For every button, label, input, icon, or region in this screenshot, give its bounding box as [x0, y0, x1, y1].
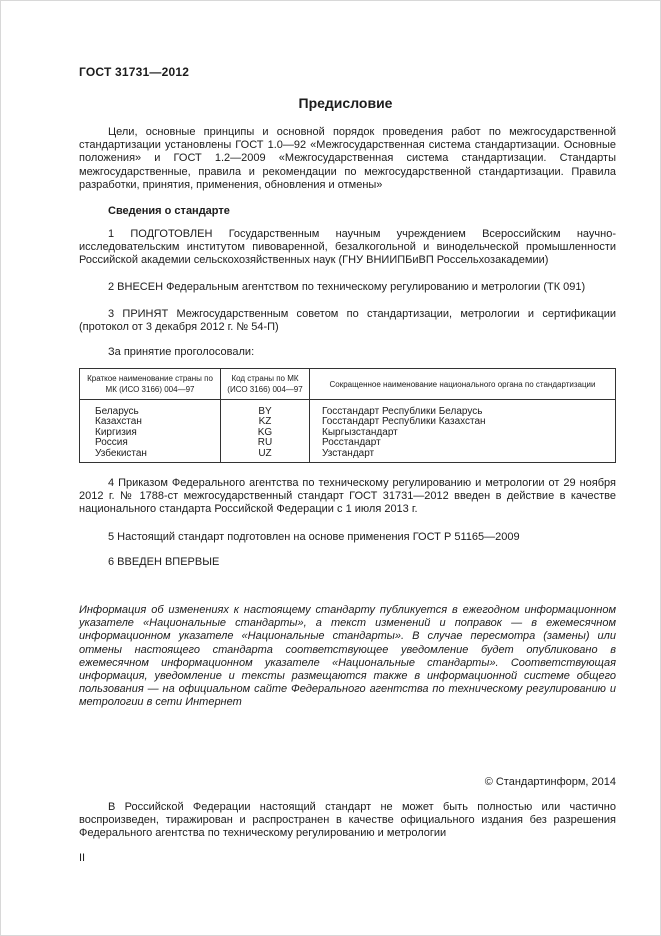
- body-cell: Госстандарт Республики Казахстан: [310, 417, 616, 427]
- info-notice-text: Информация об изменениях к настоящему стандарту публикуется в ежегодном информационном указателе «Национальные стандарты», а текст изменений и поправок — в ежемесячном информационном указателе «Национальные стандарты». В случае пересмотра (замены) или отмены настоящего стандарта соответствующее уведомление будет опубликовано в ежемесячном информационном указателе «Национальные стандарты». Соответствующая информация, уведомление и тексты размещаются также в информационной системе общего пользования — на официальном сайте Федерального агентства по техническому регулированию и метрологии в сети Интернет: [79, 604, 616, 709]
- page-number: II: [79, 852, 86, 864]
- table-header-body: Сокращенное наименование национального органа по стандартизации: [310, 369, 616, 400]
- code-cell: RU: [221, 438, 310, 448]
- country-cell: Россия: [80, 438, 221, 448]
- code-cell: BY: [221, 400, 310, 418]
- item-5-text: 5 Настоящий стандарт подготовлен на основе применения ГОСТ Р 51165—2009: [108, 531, 520, 543]
- item-1-text: 1 ПОДГОТОВЛЕН Государственным научным учреждением Всероссийским научно-исследовательским институтом пивоваренной, безалкогольной и винодельческой промышленности Российской академии сельскохозяйственных наук (ГНУ ВНИИПБиВП Россельхозакадемии): [79, 228, 616, 267]
- item-4-text: 4 Приказом Федерального агентства по техническому регулированию и метрологии от 29 ноября 2012 г. № 1788-ст межгосударственный стандарт ГОСТ 31731—2012 введен в действие в качестве национального стандарта Российской Федерации с 1 июля 2013 г.: [79, 477, 616, 516]
- intro-text: Цели, основные принципы и основной порядок проведения работ по межгосударственной стандартизации установлены ГОСТ 1.0—92 «Межгосударственная система стандартизации. Основные положения» и ГОСТ 1.2—2009 «Межгосударственная система стандартизации. Стандарты межгосударственные, правила и рекомендации по межгосударственной стандартизации. Правила разработки, принятия, применения, обновления и отмены»: [79, 126, 616, 191]
- code-cell: KZ: [221, 417, 310, 427]
- country-cell: Узбекистан: [80, 449, 221, 463]
- info-notice-paragraph: [79, 604, 616, 710]
- rights-notice-paragraph: [79, 801, 616, 841]
- body-cell: Кыргызстандарт: [310, 428, 616, 438]
- page-title: Предисловие: [298, 95, 393, 111]
- rights-notice-text: В Российской Федерации настоящий стандарт не может быть полностью или частично воспроизведен, тиражирован и распространен в качестве официального издания без разрешения Федерального агентства по техническому регулированию и метрологии: [79, 801, 616, 840]
- item-4-paragraph: [79, 477, 616, 517]
- vote-label: За принятие проголосовали:: [108, 346, 255, 358]
- table-header-country: Краткое наименование страны по МК (ИСО 3166) 004—97: [80, 369, 221, 400]
- section-heading: Сведения о стандарте: [108, 205, 230, 217]
- country-cell: Киргизия: [80, 428, 221, 438]
- item-1-paragraph: [79, 228, 616, 268]
- body-cell: Росстандарт: [310, 438, 616, 448]
- item-3-text: 3 ПРИНЯТ Межгосударственным советом по стандартизации, метрологии и сертификации (протокол от 3 декабря 2012 г. № 54-П): [79, 308, 616, 334]
- code-cell: KG: [221, 428, 310, 438]
- code-cell: UZ: [221, 449, 310, 463]
- body-cell: Госстандарт Республики Беларусь: [310, 400, 616, 418]
- copyright: © Стандартинформ, 2014: [484, 776, 616, 788]
- voting-table: [79, 368, 616, 463]
- table-row: [80, 400, 616, 418]
- body-cell: Узстандарт: [310, 449, 616, 463]
- table-header-row: [80, 369, 616, 400]
- table-row: [80, 449, 616, 463]
- country-cell: Казахстан: [80, 417, 221, 427]
- country-cell: Беларусь: [80, 400, 221, 418]
- intro-paragraph: [79, 126, 616, 192]
- item-2-text: 2 ВНЕСЕН Федеральным агентством по техническому регулированию и метрологии (ТК 091): [108, 281, 586, 293]
- item-6-text: 6 ВВЕДЕН ВПЕРВЫЕ: [108, 556, 220, 568]
- document-header: ГОСТ 31731—2012: [79, 65, 190, 79]
- item-3-paragraph: [79, 308, 616, 334]
- table-header-code: Код страны по МК (ИСО 3166) 004—97: [221, 369, 310, 400]
